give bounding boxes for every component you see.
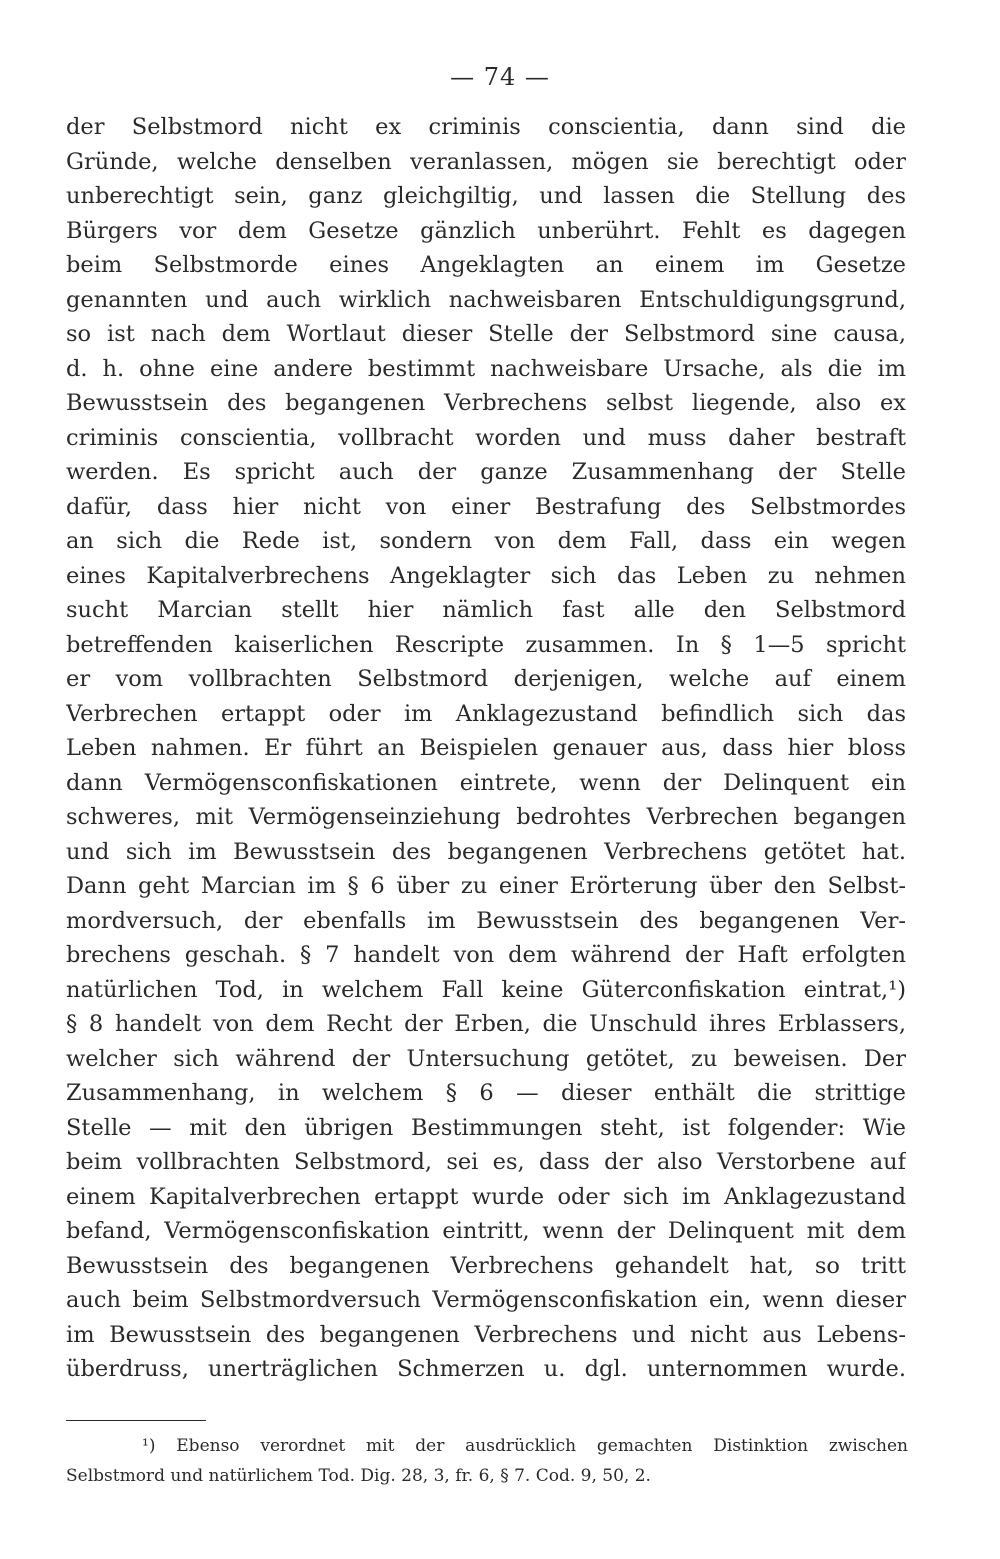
page-number: — 74 —	[450, 63, 550, 91]
text-line: eines Kapitalverbrechens Angeklagter sich das Leben zu nehmen	[66, 562, 906, 589]
text-line: dann Vermögensconfiskationen eintrete, wenn der Delinquent ein	[66, 769, 906, 796]
text-line: d. h. ohne eine andere bestimmt nachweisbare Ursache, als die im	[66, 355, 906, 382]
text-line: mordversuch, der ebenfalls im Bewusstsein des begangenen Ver-	[66, 907, 906, 934]
text-line: criminis conscientia, vollbracht worden und muss daher bestraft	[66, 424, 906, 451]
text-line: im Bewusstsein des begangenen Verbrechens und nicht aus Lebens-	[66, 1321, 906, 1348]
text-line: brechens geschah. § 7 handelt von dem während der Haft erfolgten	[66, 942, 906, 968]
text-line: genannten und auch wirklich nachweisbaren Entschuldigungsgrund,	[66, 286, 906, 313]
text-line: welcher sich während der Untersuchung getötet, zu beweisen. Der	[66, 1045, 906, 1072]
text-line: Dann geht Marcian im § 6 über zu einer Erörterung über den Selbst-	[66, 873, 906, 899]
text-line: und sich im Bewusstsein des begangenen Verbrechens getötet hat.	[66, 838, 906, 865]
text-line: Stelle — mit den übrigen Bestimmungen steht, ist folgender: Wie	[66, 1114, 906, 1141]
text-line: Verbrechen ertappt oder im Anklagezustand befindlich sich das	[66, 700, 906, 727]
text-line: unberechtigt sein, ganz gleichgiltig, und lassen die Stellung des	[66, 183, 906, 209]
text-line: Bewusstsein des begangenen Verbrechens selbst liegende, also ex	[66, 390, 906, 416]
text-line: § 8 handelt von dem Recht der Erben, die Unschuld ihres Erblassers,	[66, 1011, 906, 1037]
text-line: an sich die Rede ist, sondern von dem Fall, dass ein wegen	[66, 528, 906, 554]
body-text	[66, 110, 906, 1387]
text-line: er vom vollbrachten Selbstmord derjenigen, welche auf einem	[66, 666, 906, 692]
text-line: Leben nahmen. Er führt an Beispielen genauer aus, dass hier bloss	[66, 735, 906, 761]
text-line: beim Selbstmorde eines Angeklagten an einem im Gesetze	[66, 252, 906, 278]
text-line: schweres, mit Vermögenseinziehung bedrohtes Verbrechen begangen	[66, 804, 906, 830]
text-line: der Selbstmord nicht ex criminis conscientia, dann sind die	[66, 114, 906, 140]
text-line: so ist nach dem Wortlaut dieser Stelle der Selbstmord sine causa,	[66, 321, 906, 347]
text-line: Bürgers vor dem Gesetze gänzlich unberührt. Fehlt es dagegen	[66, 217, 906, 244]
text-line: dafür, dass hier nicht von einer Bestrafung des Selbstmordes	[66, 493, 906, 520]
text-line: einem Kapitalverbrechen ertappt wurde oder sich im Anklagezustand	[66, 1183, 906, 1210]
footnote-line: ¹) Ebenso verordnet mit der ausdrücklich gemachten Distinktion zwischen	[142, 1436, 908, 1456]
footnote-line: Selbstmord und natürlichem Tod. Dig. 28, 3, fr. 6, § 7. Cod. 9, 50, 2.	[66, 1466, 651, 1486]
text-line: überdruss, unerträglichen Schmerzen u. dgl. unternommen wurde.	[66, 1356, 906, 1382]
footnotes	[66, 1431, 908, 1491]
text-line: werden. Es spricht auch der ganze Zusammenhang der Stelle	[66, 459, 906, 485]
text-line: auch beim Selbstmordversuch Vermögensconfiskation ein, wenn dieser	[66, 1287, 906, 1313]
text-line: sucht Marcian stellt hier nämlich fast alle den Selbstmord	[66, 597, 906, 623]
text-line: betreffenden kaiserlichen Rescripte zusammen. In § 1—5 spricht	[66, 631, 906, 658]
footnote-divider	[66, 1420, 206, 1421]
text-line: Gründe, welche denselben veranlassen, mögen sie berechtigt oder	[66, 148, 906, 175]
text-line: natürlichen Tod, in welchem Fall keine Güterconfiskation eintrat,¹)	[66, 976, 906, 1003]
text-line: Bewusstsein des begangenen Verbrechens gehandelt hat, so tritt	[66, 1252, 906, 1279]
text-line: beim vollbrachten Selbstmord, sei es, dass der also Verstorbene auf	[66, 1149, 906, 1175]
text-line: Zusammenhang, in welchem § 6 — dieser enthält die strittige	[66, 1080, 906, 1106]
text-line: befand, Vermögensconfiskation eintritt, wenn der Delinquent mit dem	[66, 1218, 906, 1244]
